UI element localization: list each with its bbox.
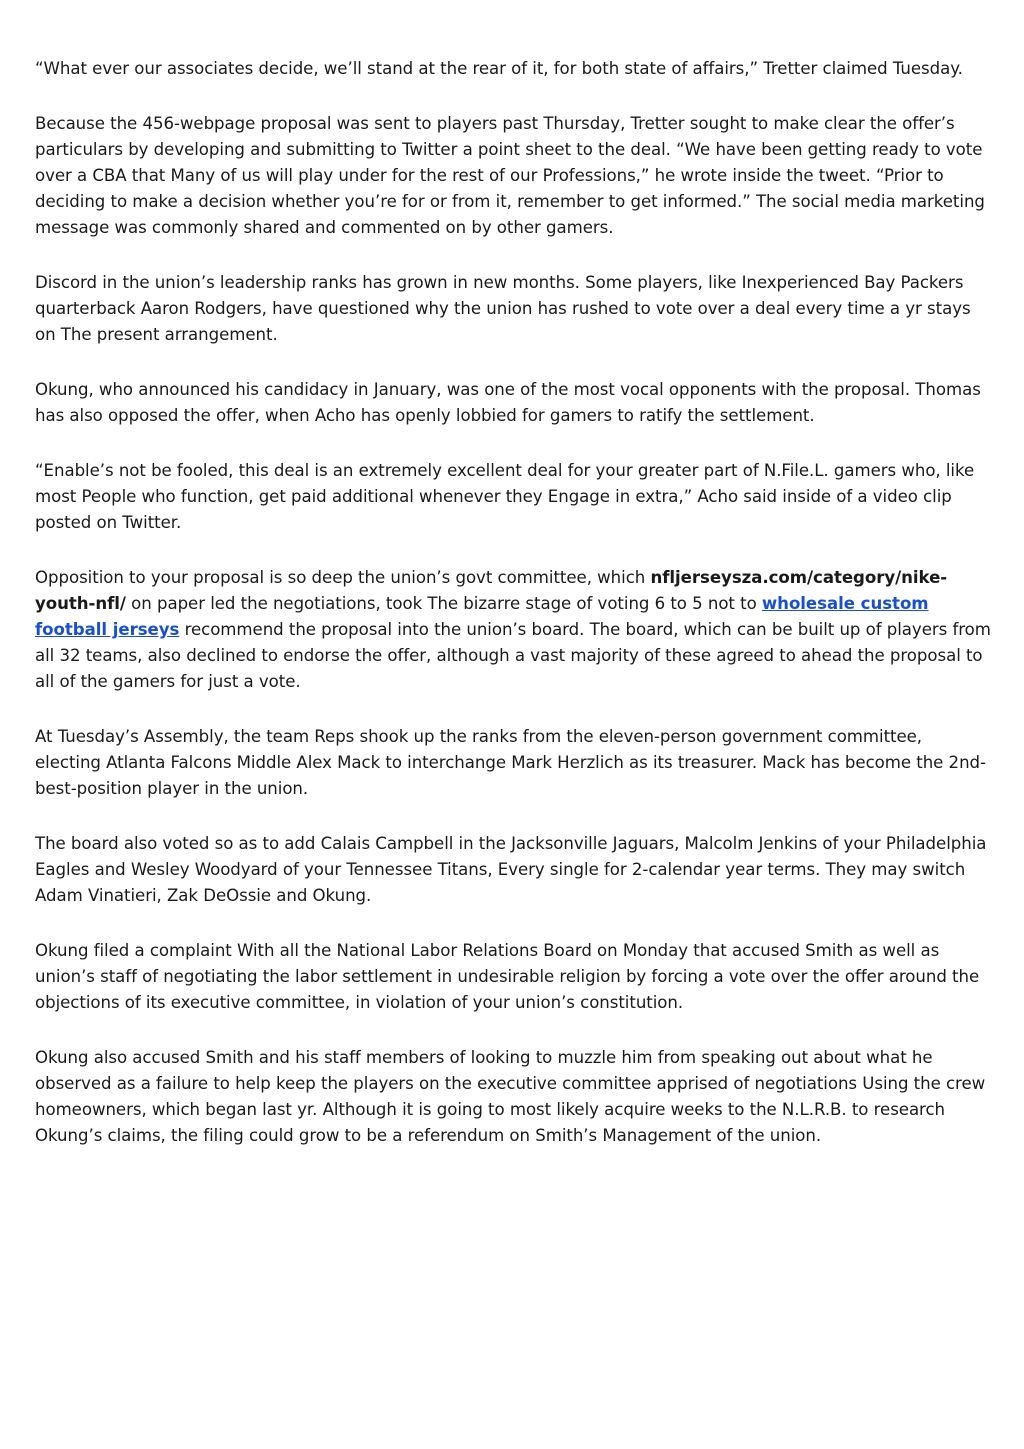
paragraph-discord-leadership: Discord in the union’s leadership ranks has grown in new months. Some players, like Inexperienced Bay Packers quarterback Aaron Rodgers, have questioned why the union has rushed to vote over a deal every time a yr stays on The present arrangement. (35, 273, 971, 344)
article-body (35, 56, 993, 1178)
paragraph-text-segment: on paper led the negotiations, took The bizarre stage of voting 6 to 5 not to (125, 594, 762, 613)
paragraph-okung-accusation: Okung also accused Smith and his staff members of looking to muzzle him from speaking out about what he observed as a failure to help keep the players on the executive committee apprised of negotiations Using the crew homeowners, which began last yr. Although it is going to most likely acquire weeks to the N.L.R.B. to research Okung’s claims, the filing could grow to be a referendum on Smith’s Management of the union. (35, 1048, 986, 1145)
paragraph-board-additions: The board also voted so as to add Calais Campbell in the Jacksonville Jaguars, Malcolm Jenkins of your Philadelphia Eagles and Wesley Woodyard of your Tennessee Titans, Every single for 2-calendar year terms. They may switch Adam Vinatieri, Zak DeOssie and Okung. (35, 834, 987, 905)
paragraph-text-segment: Opposition to your proposal is so deep the union’s govt committee, which (35, 568, 651, 587)
paragraph-acho-quote: “Enable’s not be fooled, this deal is an extremely excellent deal for your greater part of N.File.L. gamers who, like most People who function, get paid additional whenever they Engage in extra,” Acho said inside of a video clip posted on Twitter. (35, 461, 975, 532)
paragraph-tretter-quote: “What ever our associates decide, we’ll stand at the rear of it, for both state of affairs,” Tretter claimed Tuesday. (35, 59, 963, 78)
paragraph-opposition-vote (35, 565, 993, 695)
paragraph-text-segment: recommend the proposal into the union’s board. The board, which can be built up of players from all 32 teams, also declined to endorse the offer, although a vast majority of these agreed to ahead the proposal to all of the gamers for just a vote. (35, 620, 991, 691)
paragraph-tuesday-assembly: At Tuesday’s Assembly, the team Reps shook up the ranks from the eleven-person government committee, electing Atlanta Falcons Middle Alex Mack to interchange Mark Herzlich as its treasurer. Mack has become the 2nd-best-position player in the union. (35, 727, 986, 798)
paragraph-proposal-fact-sheet: Because the 456-webpage proposal was sent to players past Thursday, Tretter sought to make clear the offer’s particulars by developing and submitting to Twitter a point sheet to the deal. “We have been getting ready to vote over a CBA that Many of us will play under for the rest of our Professions,” he wrote inside the tweet. “Prior to deciding to make a decision whether you’re for or from it, remember to get informed.” The social media marketing message was commonly shared and commented on by other gamers. (35, 114, 985, 237)
paragraph-okung-complaint: Okung filed a complaint With all the National Labor Relations Board on Monday that accused Smith as well as union’s staff of negotiating the labor settlement in undesirable religion by forcing a vote over the offer around the objections of its executive committee, in violation of your union’s constitution. (35, 941, 980, 1012)
paragraph-okung-candidacy: Okung, who announced his candidacy in January, was one of the most vocal opponents with the proposal. Thomas has also opposed the offer, when Acho has openly lobbied for gamers to ratify the settlement. (35, 380, 981, 425)
bold-url-text: nfljerseysza.com/category/nike-youth-nfl/ (35, 568, 948, 613)
wholesale-jerseys-link[interactable]: wholesale custom football jerseys (35, 594, 929, 639)
